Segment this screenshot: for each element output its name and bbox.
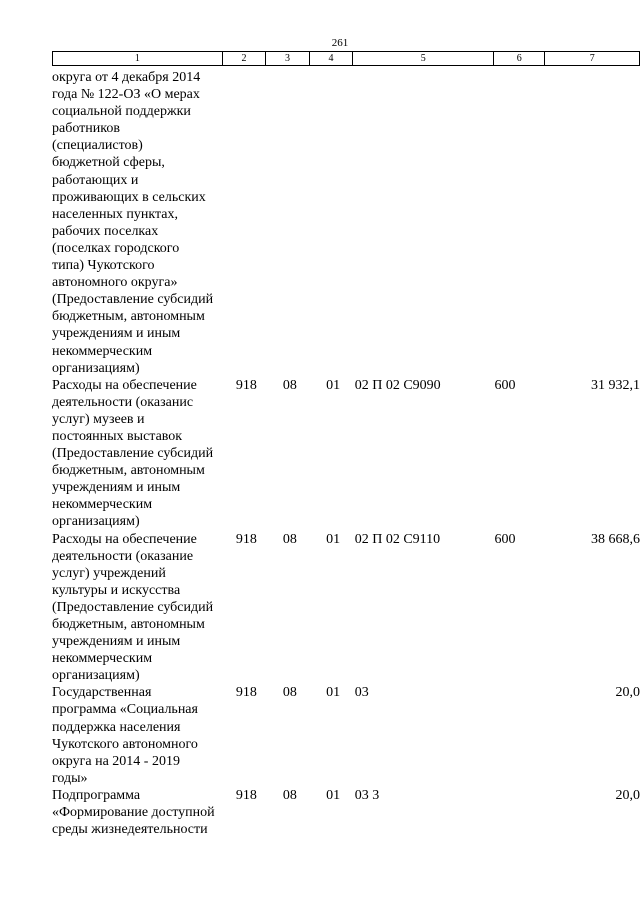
row-expense-type-code-text: 600 <box>494 377 516 393</box>
row-target-article-code <box>355 69 495 377</box>
table-row <box>52 531 640 685</box>
row-target-article-code-text: 03 3 <box>354 787 380 803</box>
row-name <box>52 684 225 787</box>
header-col-4: 4 <box>309 52 353 66</box>
row-section-code <box>268 684 311 787</box>
row-name-text: Расходы на обеспечение деятельности (оказание услуг) учреждений культуры и искусства (Предоставление субсидий бюджетным, автономным учреждениям и иным некоммерческим организациям) <box>52 531 214 684</box>
row-name-text: Расходы на обеспечение деятельности (оказанис услуг) музеев и постоянных выставок (Предоставление субсидий бюджетным, автономным учреждениям и иным некоммерческим организациям) <box>52 377 214 530</box>
row-expense-type-code <box>495 787 546 838</box>
header-col-5: 5 <box>353 52 494 66</box>
row-amount <box>546 684 640 787</box>
row-target-article-code <box>355 787 495 838</box>
row-section-code <box>268 377 311 531</box>
header-col-1: 1 <box>53 52 223 66</box>
column-number-header <box>52 51 640 66</box>
row-department-code <box>225 69 269 377</box>
row-department-code <box>225 531 269 685</box>
row-section-code <box>268 69 311 377</box>
row-name-text: Подпрограмма «Формирование доступной среды жизнедеятельности <box>52 787 215 838</box>
row-target-article-code <box>355 684 495 787</box>
row-amount <box>546 377 640 531</box>
row-name-text: округа от 4 декабря 2014 года № 122-ОЗ «О мерах социальной поддержки работников (специалистов) бюджетной сферы, работающих и проживающих в сельских населенных пунктах, рабочих поселках (поселках городского типа) Чукотского автономного округа» (Предоставление субсидий бюджетным, автономным учреждениям и иным некоммерческим организациям) <box>52 70 214 376</box>
row-amount <box>546 531 640 685</box>
row-amount-text: 20,0 <box>615 787 640 803</box>
table-row <box>52 69 640 377</box>
header-col-6: 6 <box>494 52 545 66</box>
row-target-article-code-text: 02 П 02 С9090 <box>354 377 441 393</box>
row-subsection-code <box>311 684 354 787</box>
row-target-article-code <box>355 531 495 685</box>
row-subsection-code <box>311 377 354 531</box>
row-name <box>52 787 225 838</box>
row-subsection-code-text: 01 <box>326 685 341 701</box>
row-amount-text: 31 932,1 <box>591 377 640 393</box>
row-name <box>52 531 225 685</box>
row-department-code-text: 918 <box>235 787 257 803</box>
row-subsection-code-text: 01 <box>326 377 341 393</box>
budget-table <box>52 69 640 838</box>
row-section-code-text: 08 <box>282 685 297 701</box>
row-department-code-text: 918 <box>235 685 257 701</box>
page-number: 261 <box>331 37 349 49</box>
row-department-code <box>225 787 269 838</box>
row-amount <box>546 787 640 838</box>
row-name <box>52 69 225 377</box>
row-expense-type-code <box>495 377 546 531</box>
row-subsection-code <box>311 531 354 685</box>
header-col-7: 7 <box>545 52 640 66</box>
row-subsection-code-text: 01 <box>326 531 341 547</box>
row-amount-text: 38 668,6 <box>591 531 640 547</box>
row-target-article-code <box>355 377 495 531</box>
row-subsection-code-text: 01 <box>326 787 341 803</box>
row-subsection-code <box>311 787 354 838</box>
row-section-code-text: 08 <box>282 787 297 803</box>
row-section-code-text: 08 <box>282 531 297 547</box>
row-expense-type-code <box>495 531 546 685</box>
header-row <box>53 52 640 66</box>
row-target-article-code-text: 02 П 02 С9110 <box>354 531 441 547</box>
row-name-text: Государственная программа «Социальная поддержка населения Чукотского автономного округа на 2014 - 2019 годы» <box>52 685 198 786</box>
row-name <box>52 377 225 531</box>
table-row <box>52 684 640 787</box>
row-amount-text: 20,0 <box>615 685 640 701</box>
row-department-code-text: 918 <box>235 377 257 393</box>
header-col-3: 3 <box>266 52 310 66</box>
row-section-code <box>268 531 311 685</box>
row-expense-type-code <box>495 69 546 377</box>
row-section-code-text: 08 <box>282 377 297 393</box>
row-department-code <box>225 684 269 787</box>
table-row <box>52 377 640 531</box>
row-amount <box>546 69 640 377</box>
row-department-code-text: 918 <box>235 531 257 547</box>
row-section-code <box>268 787 311 838</box>
row-department-code <box>225 377 269 531</box>
row-expense-type-code-text: 600 <box>494 531 516 547</box>
row-subsection-code <box>311 69 354 377</box>
row-target-article-code-text: 03 <box>354 685 369 701</box>
row-expense-type-code <box>495 684 546 787</box>
table-row <box>52 787 640 838</box>
header-col-2: 2 <box>222 52 266 66</box>
